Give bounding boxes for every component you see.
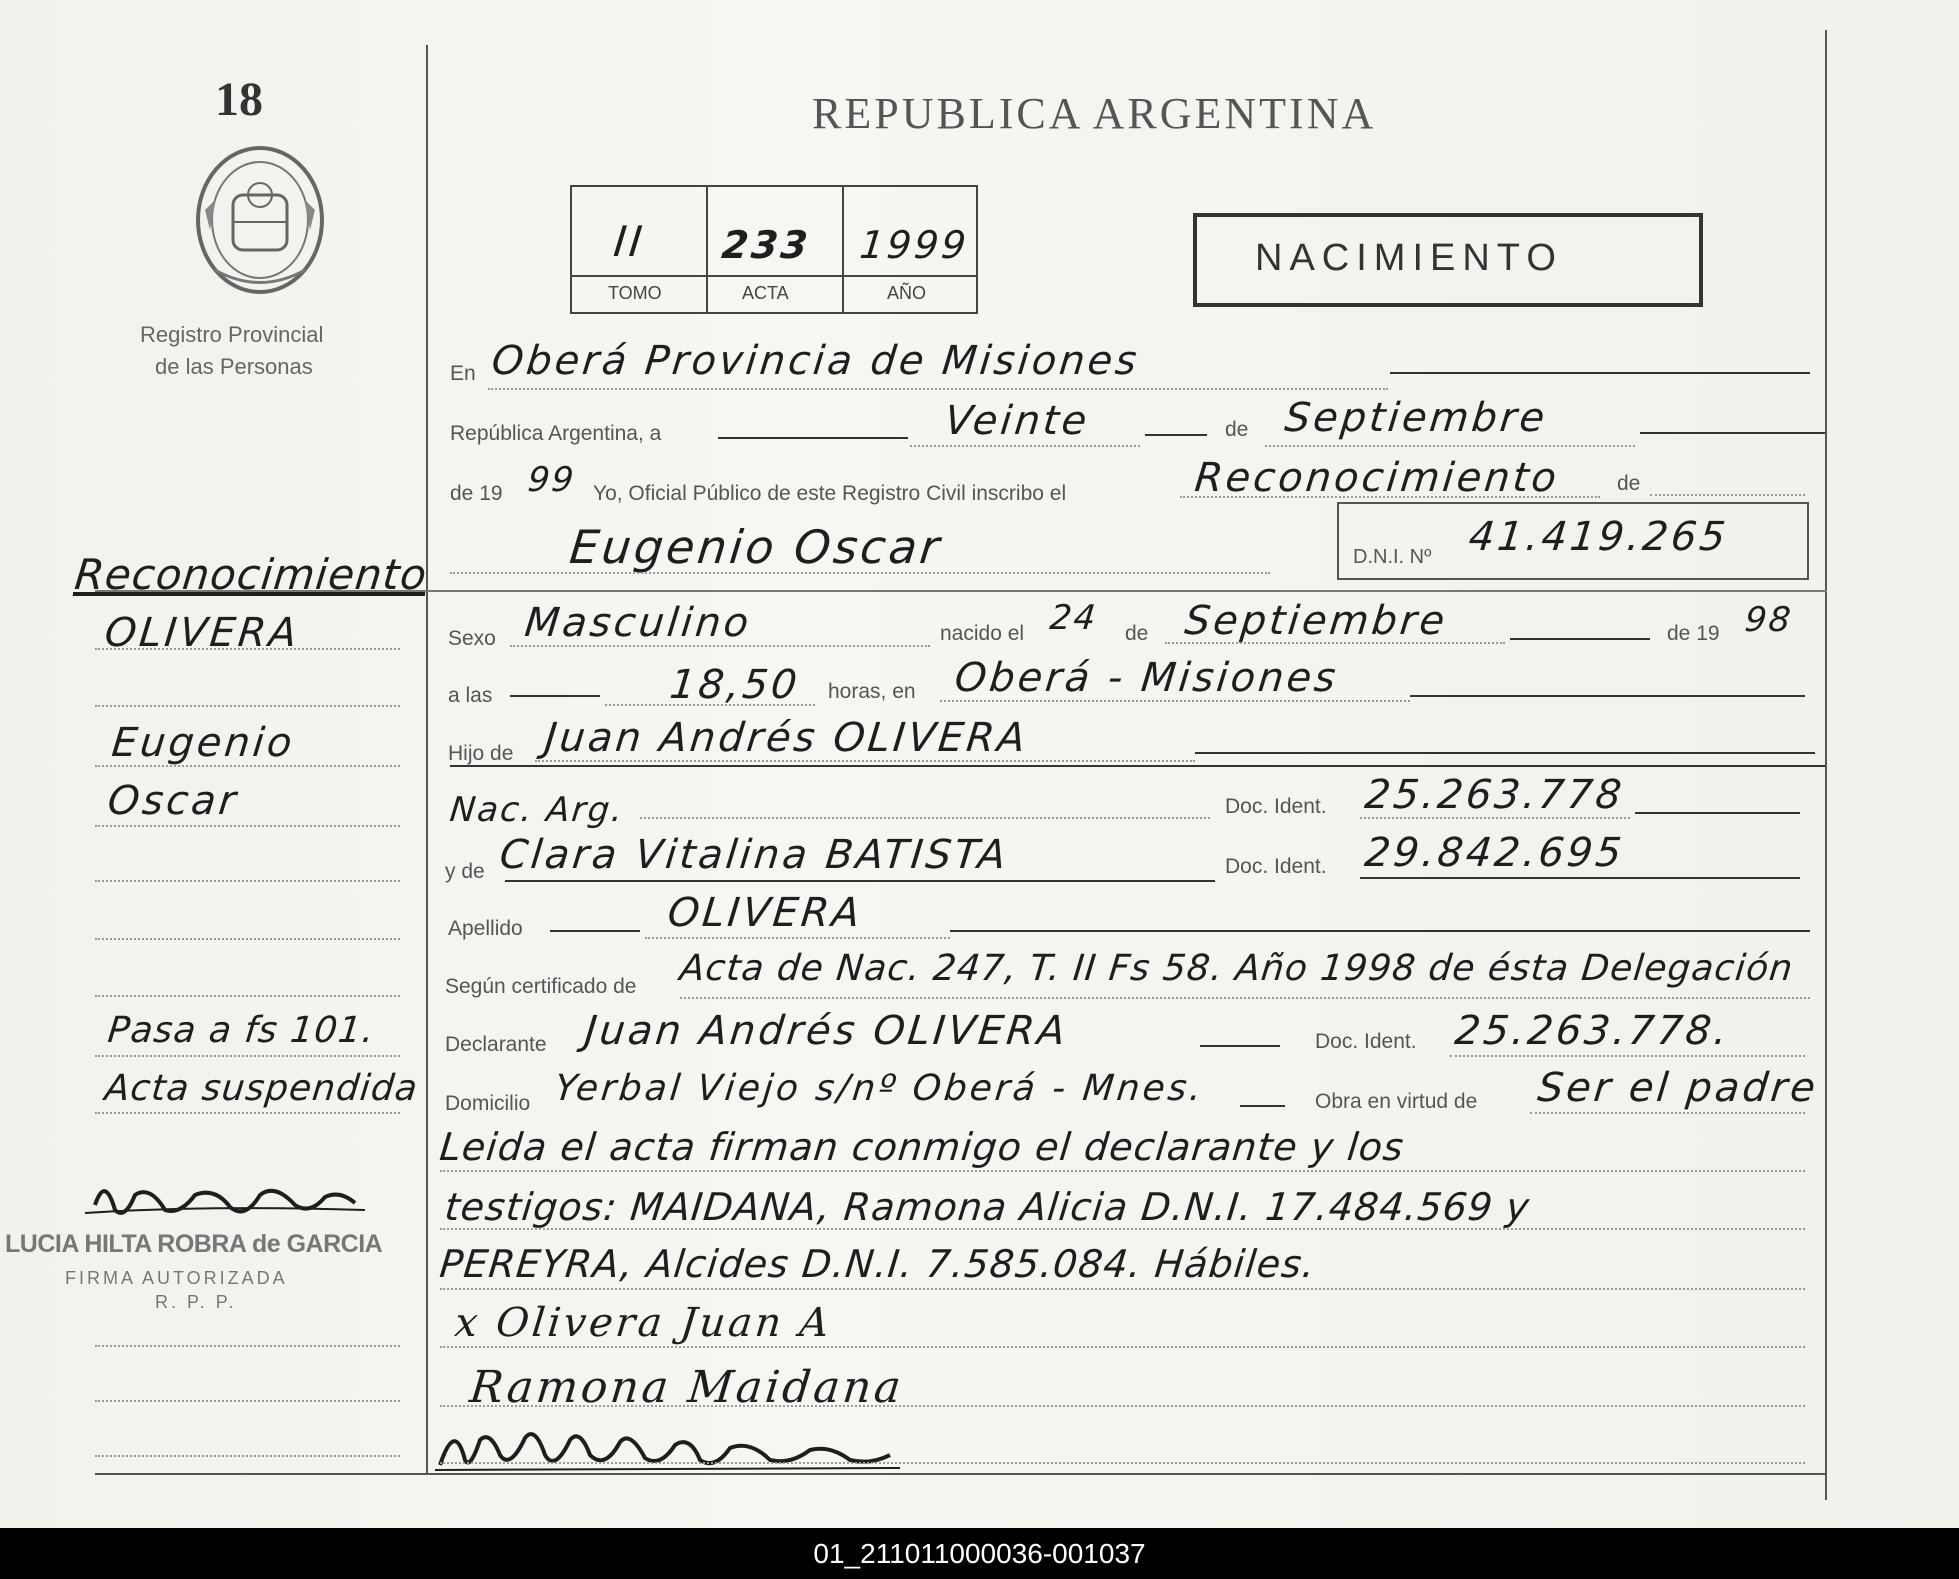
field-nac-mes: Septiembre: [1182, 598, 1450, 644]
field-nombre: Eugenio Oscar: [567, 520, 945, 574]
field-madre: Clara Vitalina BATISTA: [497, 832, 1011, 878]
label-apellido: Apellido: [448, 917, 523, 940]
field-nac-anio: 98: [1742, 600, 1795, 640]
label-obra: Obra en virtud de: [1315, 1090, 1478, 1113]
registry-name-line1: Registro Provincial: [140, 322, 324, 347]
label-domicilio: Domicilio: [445, 1092, 531, 1115]
label-dni: D.N.I. Nº: [1353, 546, 1432, 568]
label-yo-oficial: Yo, Oficial Público de este Registro Civil inscribo el: [593, 482, 1067, 505]
label-nacido: nacido el: [940, 622, 1025, 645]
acta-value: 233: [719, 223, 813, 267]
tomo-value: II: [611, 217, 648, 266]
observation-line-3: PEREYRA, Alcides D.N.I. 7.585.084. Hábiles.: [437, 1242, 1318, 1286]
field-doc-padre: 25.263.778: [1362, 772, 1627, 818]
observation-line-1: Leida el acta firman conmigo el declarante y los: [437, 1125, 1407, 1169]
dni-box: [1337, 502, 1809, 580]
label-de-nac: de: [1125, 622, 1149, 645]
field-certificado: Acta de Nac. 247, T. II Fs 58. Año 1998 de ésta Delegación: [677, 948, 1796, 989]
margin-rpp-label: R. P. P.: [155, 1292, 237, 1312]
label-doc-ident-declarante: Doc. Ident.: [1315, 1030, 1417, 1053]
acta-label: ACTA: [742, 283, 789, 303]
label-a-las: a las: [448, 684, 493, 707]
label-doc-ident-padre: Doc. Ident.: [1225, 795, 1327, 818]
margin-note-1: Pasa a fs 101.: [105, 1010, 377, 1051]
margin-signature: [55, 1165, 375, 1240]
tomo-label: TOMO: [608, 283, 662, 303]
field-doc-declarante: 25.263.778.: [1452, 1008, 1733, 1054]
field-doc-madre: 29.842.695: [1362, 830, 1627, 876]
label-doc-ident-madre: Doc. Ident.: [1225, 855, 1327, 878]
margin-name-2: Oscar: [105, 778, 241, 824]
right-page-edge: [1825, 30, 1827, 1500]
document-type-label: NACIMIENTO: [1255, 237, 1563, 279]
signature-witness-1: Ramona Maidana: [467, 1362, 907, 1413]
page-number: 18: [215, 73, 263, 126]
label-segun: Según certificado de: [445, 975, 637, 998]
signature-witness-2: [430, 1410, 910, 1485]
registry-name-line2: de las Personas: [155, 354, 313, 379]
field-nac-padre: Nac. Arg.: [447, 790, 627, 830]
field-padre: Juan Andrés OLIVERA: [542, 715, 1031, 761]
field-nac-dia: 24: [1047, 598, 1100, 638]
margin-firma-label: FIRMA AUTORIZADA: [65, 1268, 288, 1288]
record-number-box: [570, 185, 978, 314]
field-dia: Veinte: [942, 398, 1092, 444]
ano-value: 1999: [857, 223, 972, 267]
label-horas-en: horas, en: [828, 680, 916, 703]
field-lugar-nac: Oberá - Misiones: [952, 655, 1341, 701]
file-id-footer: 01_211011000036-001037: [0, 1528, 1959, 1579]
label-de-mes: de: [1225, 418, 1249, 441]
label-hijo-de: Hijo de: [448, 742, 514, 765]
field-acto: Reconocimiento: [1192, 455, 1562, 501]
margin-official-name: LUCIA HILTA ROBRA de GARCIA: [5, 1230, 383, 1258]
label-y-de: y de: [445, 860, 485, 883]
margin-name-1: Eugenio: [109, 720, 297, 766]
label-sexo: Sexo: [448, 627, 496, 650]
field-declarante: Juan Andrés OLIVERA: [582, 1008, 1071, 1054]
label-de-19: de 19: [450, 482, 503, 505]
signature-declarante: x Olivera Juan A: [452, 1300, 835, 1346]
registry-seal-icon: [185, 140, 335, 305]
field-dni-value: 41.419.265: [1466, 514, 1731, 560]
country-title: REPUBLICA ARGENTINA: [812, 89, 1377, 138]
observation-line-2: testigos: MAIDANA, Ramona Alicia D.N.I. 17.484.569 y: [442, 1185, 1533, 1229]
margin-note-2: Acta suspendida: [102, 1068, 421, 1109]
field-hora: 18,50: [667, 662, 802, 708]
label-declarante: Declarante: [445, 1033, 547, 1056]
field-apellido: OLIVERA: [665, 890, 865, 936]
left-column-divider: [426, 45, 428, 1475]
field-anio: 99: [525, 460, 578, 500]
field-sexo: Masculino: [522, 600, 754, 646]
ano-label: AÑO: [887, 283, 927, 303]
field-mes: Septiembre: [1282, 395, 1550, 441]
margin-surname: OLIVERA: [102, 610, 302, 656]
field-obra: Ser el padre: [1535, 1065, 1821, 1111]
label-de-after: de: [1617, 472, 1641, 495]
label-en: En: [450, 362, 476, 385]
margin-title: Reconocimiento: [72, 550, 430, 599]
field-domicilio: Yerbal Viejo s/nº Oberá - Mnes.: [552, 1068, 1207, 1109]
bottom-rule: [95, 1473, 1827, 1475]
label-de-19b: de 19: [1667, 622, 1720, 645]
label-republica: República Argentina, a: [450, 422, 662, 445]
field-lugar: Oberá Provincia de Misiones: [489, 338, 1142, 384]
document-type-box: [1193, 213, 1703, 307]
